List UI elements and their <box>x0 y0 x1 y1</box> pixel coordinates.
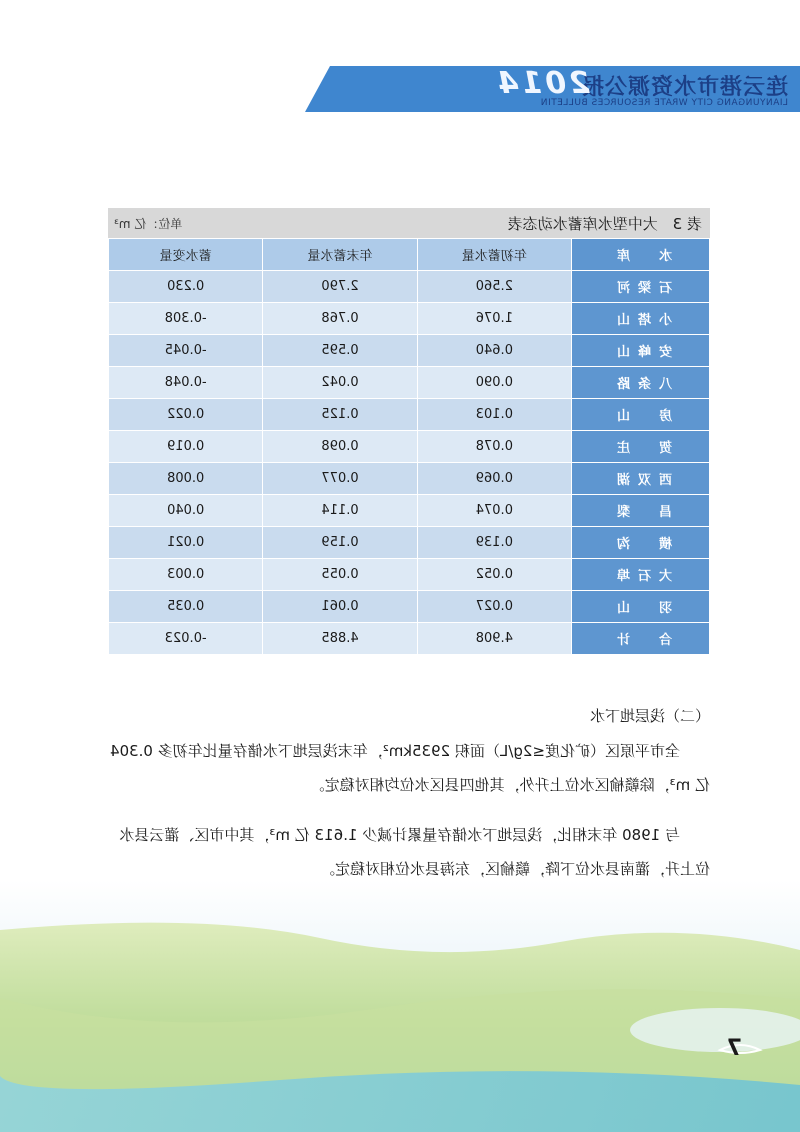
start-storage-value: 0.069 <box>417 463 571 495</box>
reservoir-name: 贺 庄 <box>572 431 710 463</box>
storage-change-value: -0.045 <box>109 335 263 367</box>
start-storage-value: 0.074 <box>417 495 571 527</box>
total-storage-change: -0.023 <box>109 623 263 655</box>
start-storage-value: 0.103 <box>417 399 571 431</box>
reservoir-name: 西双湖 <box>572 463 710 495</box>
storage-change-value: 0.003 <box>109 559 263 591</box>
table-total-row <box>109 623 710 655</box>
table-row <box>109 431 710 463</box>
table-row <box>109 591 710 623</box>
total-end-storage: 4.885 <box>263 623 417 655</box>
total-start-storage: 4.908 <box>417 623 571 655</box>
start-storage-value: 1.076 <box>417 303 571 335</box>
table-row <box>109 303 710 335</box>
end-storage-value: 0.042 <box>263 367 417 399</box>
reservoir-storage-table <box>108 208 710 655</box>
end-storage-value: 0.061 <box>263 591 417 623</box>
landscape-background-illustration <box>0 880 800 1132</box>
table-row <box>109 367 710 399</box>
reservoir-name: 八条路 <box>572 367 710 399</box>
reservoir-name: 昌 梨 <box>572 495 710 527</box>
column-header-start-storage: 年初蓄水量 <box>417 239 571 271</box>
section-heading: （二）浅层地下水 <box>589 707 710 725</box>
storage-change-value: 0.230 <box>109 271 263 303</box>
reservoir-name: 大石埠 <box>572 559 710 591</box>
table-caption-bar <box>108 208 710 238</box>
reservoir-name: 石梁河 <box>572 271 710 303</box>
start-storage-value: 0.027 <box>417 591 571 623</box>
storage-change-value: 0.008 <box>109 463 263 495</box>
storage-change-value: 0.022 <box>109 399 263 431</box>
start-storage-value: 0.052 <box>417 559 571 591</box>
paragraph-1: 全市平原区（矿化度≤2g/L）面积 2935km²，年末浅层地下水储存量比年初多 0.304 亿 m³，除赣榆区水位上升外，其他四县区水位均相对稳定。 <box>109 742 710 794</box>
reservoir-name: 小塔山 <box>572 303 710 335</box>
table-row <box>109 335 710 367</box>
end-storage-value: 0.768 <box>263 303 417 335</box>
storage-change-value: -0.048 <box>109 367 263 399</box>
end-storage-value: 0.077 <box>263 463 417 495</box>
table-row <box>109 495 710 527</box>
start-storage-value: 0.640 <box>417 335 571 367</box>
reservoir-name: 房 山 <box>572 399 710 431</box>
end-storage-value: 0.114 <box>263 495 417 527</box>
bulletin-title: 连云港市水资源公报 <box>580 75 788 100</box>
table-row <box>109 463 710 495</box>
column-header-end-storage: 年末蓄水量 <box>263 239 417 271</box>
end-storage-value: 0.125 <box>263 399 417 431</box>
start-storage-value: 2.560 <box>417 271 571 303</box>
storage-change-value: 0.021 <box>109 527 263 559</box>
start-storage-value: 0.078 <box>417 431 571 463</box>
table-body <box>108 238 710 655</box>
bulletin-subtitle: LIANYUNGANG CITY WRATE RESOURCES BULLETIN <box>540 98 788 108</box>
reservoir-name: 羽 山 <box>572 591 710 623</box>
table-row <box>109 527 710 559</box>
end-storage-value: 0.159 <box>263 527 417 559</box>
table-row <box>109 271 710 303</box>
total-label: 合 计 <box>572 623 710 655</box>
storage-change-value: -0.308 <box>109 303 263 335</box>
storage-change-value: 0.019 <box>109 431 263 463</box>
table-unit: 单位：亿 m³ <box>114 217 183 231</box>
storage-change-value: 0.035 <box>109 591 263 623</box>
column-header-change: 蓄水变量 <box>109 239 263 271</box>
end-storage-value: 0.595 <box>263 335 417 367</box>
table-caption: 表 3 大中型水库蓄水动态表 <box>507 215 702 233</box>
table-row <box>109 399 710 431</box>
end-storage-value: 0.098 <box>263 431 417 463</box>
paragraph-2: 与 1980 年末相比，浅层地下水储存量累计减少 1.613 亿 m³，其中市区、灌云县水位上升，灌南县水位下降，赣榆区，东海县水位相对稳定。 <box>119 826 710 878</box>
end-storage-value: 2.790 <box>263 271 417 303</box>
column-header-reservoir: 水 库 <box>572 239 710 271</box>
start-storage-value: 0.090 <box>417 367 571 399</box>
page-number: 7 <box>726 1036 742 1061</box>
start-storage-value: 0.139 <box>417 527 571 559</box>
table-header-row <box>109 239 710 271</box>
bulletin-year: 2014 <box>494 66 590 101</box>
reservoir-name: 安峰山 <box>572 335 710 367</box>
table-row <box>109 559 710 591</box>
end-storage-value: 0.055 <box>263 559 417 591</box>
reservoir-name: 横 沟 <box>572 527 710 559</box>
storage-change-value: 0.040 <box>109 495 263 527</box>
